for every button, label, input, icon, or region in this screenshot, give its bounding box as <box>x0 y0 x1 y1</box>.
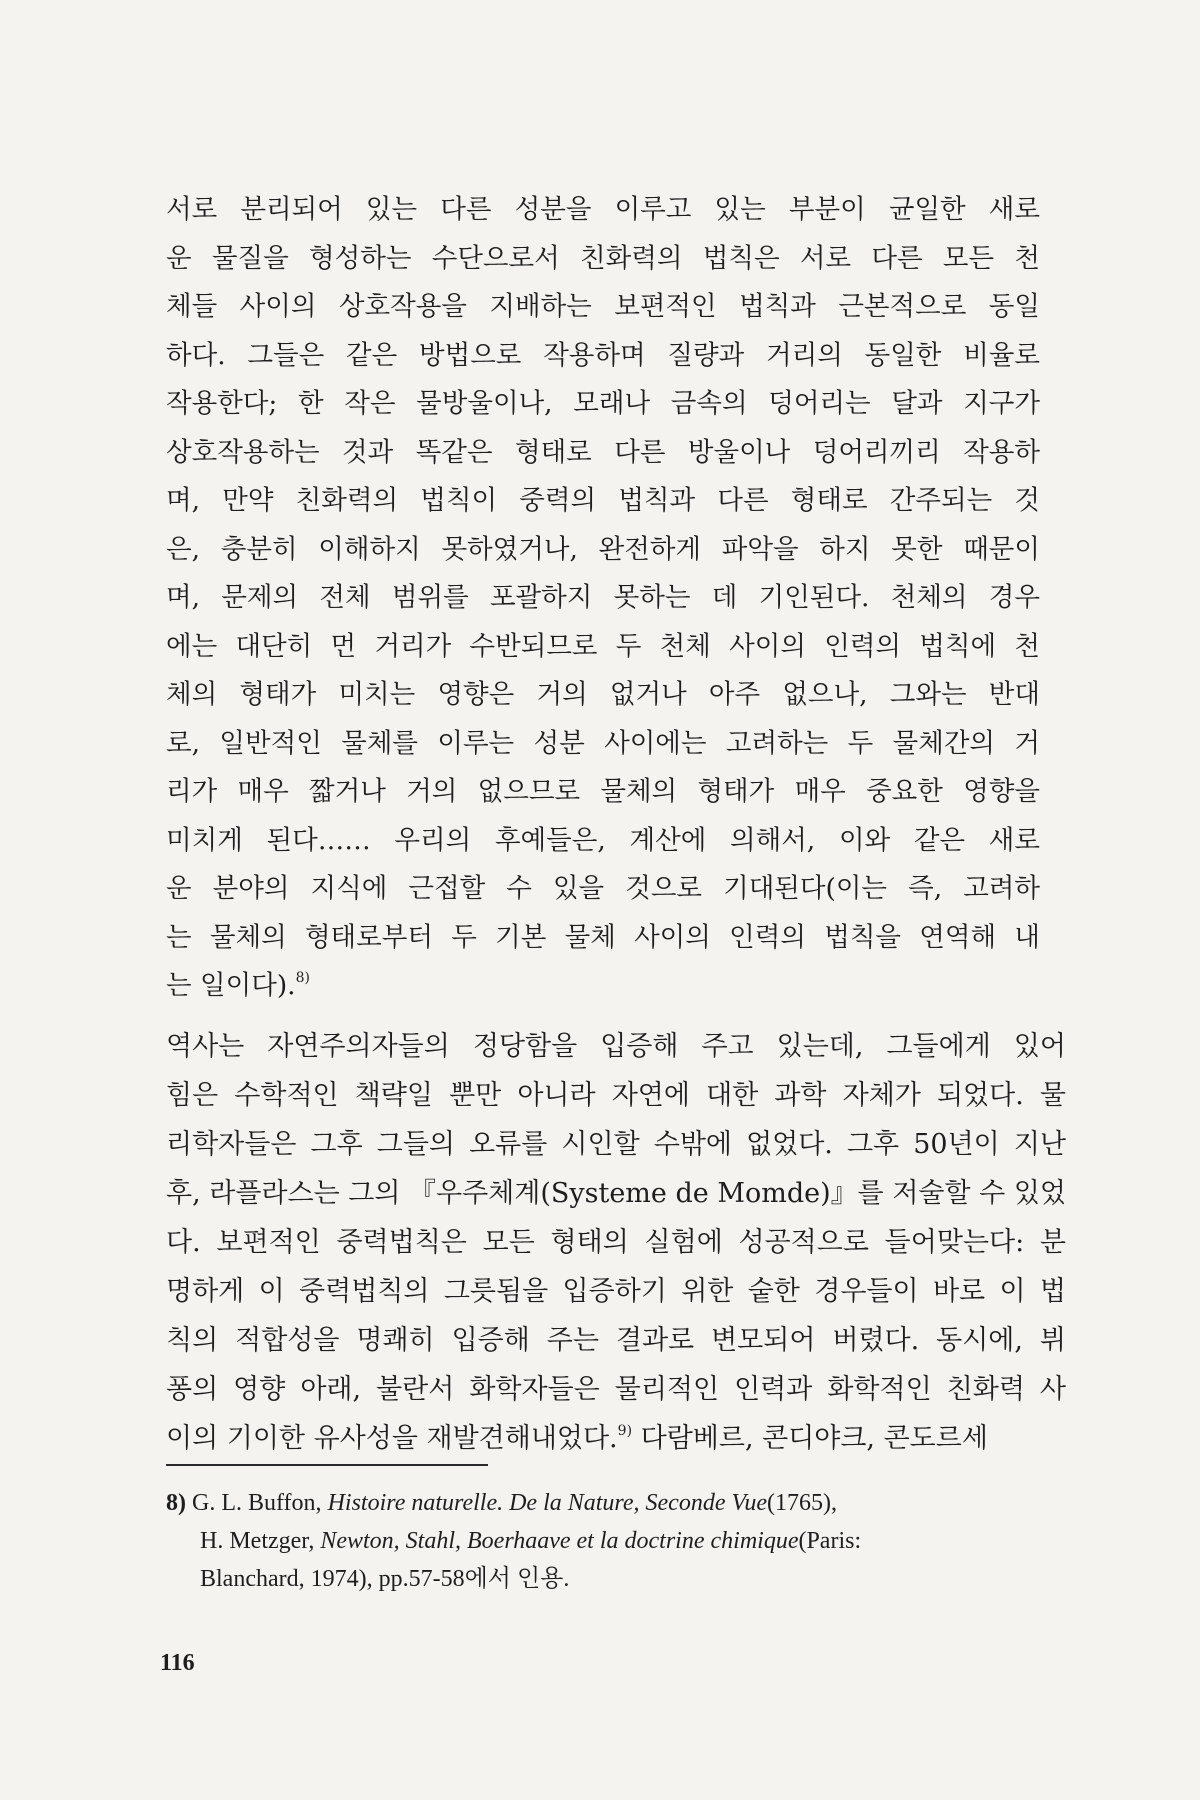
footnote-title: Newton, Stahl, Boerhaave et la doctrine chimique <box>320 1528 799 1554</box>
quote-last-line <box>166 962 1040 1011</box>
body-last-line <box>166 1414 1066 1463</box>
quote-line: 체들 사이의 상호작용을 지배하는 보편적인 법칙과 근본적으로 동일 <box>166 291 1040 322</box>
quote-line: 미치게 된다…… 우리의 후예들은, 계산에 의해서, 이와 같은 새로 <box>166 824 1040 856</box>
quote-line: 며, 만약 친화력의 법칙이 중력의 법칙과 다른 형태로 간주되는 것 <box>166 485 1040 516</box>
quote-line: 체의 형태가 미치는 영향은 거의 없거나 아주 없으나, 그와는 반대 <box>166 679 1040 710</box>
quote-line: 는 물체의 형태로부터 두 기본 물체 사이의 인력의 법칙을 연역해 내 <box>166 921 1040 953</box>
body-line: 리학자들은 그후 그들의 오류를 시인할 수밖에 없었다. 그후 50년이 지난 <box>166 1129 1066 1160</box>
footnote-line: Blanchard, 1974), pp.57-58에서 인용. <box>200 1566 570 1592</box>
page-number: 116 <box>160 1650 195 1676</box>
footnote-line <box>166 1484 1066 1522</box>
quote-line: 운 분야의 지식에 근접할 수 있을 것으로 기대된다(이는 즉, 고려하 <box>166 873 1040 904</box>
footnote-8 <box>166 1484 1066 1598</box>
body-line: 역사는 자연주의자들의 정당함을 입증해 주고 있는데, 그들에게 있어 <box>166 1031 1066 1062</box>
quote-line-text: 는 일이다). <box>166 970 296 1001</box>
quote-line: 로, 일반적인 물체를 이루는 성분 사이에는 고려하는 두 물체간의 거 <box>166 727 1040 759</box>
quote-line: 서로 분리되어 있는 다른 성분을 이루고 있는 부분이 균일한 새로 <box>166 194 1040 225</box>
footnote-divider <box>166 1464 488 1466</box>
body-paragraph <box>166 1022 1066 1463</box>
body-line-tail: 다람베르, 콘디야크, 콘도르세 <box>632 1423 988 1454</box>
footnote-publisher: (Paris: <box>798 1528 862 1554</box>
body-line: 퐁의 영향 아래, 불란서 화학자들은 물리적인 인력과 화학적인 친화력 사 <box>166 1374 1066 1405</box>
quote-line: 작용한다; 한 작은 물방울이나, 모래나 금속의 덩어리는 달과 지구가 <box>166 388 1040 419</box>
body-line: 힘은 수학적인 책략일 뿐만 아니라 자연에 대한 과학 자체가 되었다. 물 <box>166 1080 1066 1111</box>
footnote-author: H. Metzger, <box>200 1528 321 1554</box>
footnote-ref-9[interactable]: 9) <box>617 1423 633 1439</box>
quote-line: 며, 문제의 전체 범위를 포괄하지 못하는 데 기인된다. 천체의 경우 <box>166 582 1040 613</box>
footnote-author: G. L. Buffon, <box>192 1490 328 1516</box>
quote-line: 은, 충분히 이해하지 못하였거나, 완전하게 파악을 하지 못한 때문이 <box>166 533 1040 565</box>
body-line-text: 이의 기이한 유사성을 재발견해내었다. <box>166 1423 618 1454</box>
body-line: 명하게 이 중력법칙의 그릇됨을 입증하기 위한 숱한 경우들이 바로 이 법 <box>166 1276 1066 1307</box>
body-line: 후, 라플라스는 그의 『우주체계(Systeme de Momde)』를 저술할 수 있었 <box>166 1178 1066 1209</box>
footnote-title: Histoire naturelle. De la Nature, Seconde Vue <box>327 1490 768 1516</box>
footnote-ref-8[interactable]: 8) <box>295 970 310 986</box>
body-line: 칙의 적합성을 명쾌히 입증해 주는 결과로 변모되어 버렸다. 동시에, 뷔 <box>166 1325 1066 1356</box>
quote-line: 운 물질을 형성하는 수단으로서 친화력의 법칙은 서로 다른 모든 천 <box>166 242 1040 274</box>
quote-line: 리가 매우 짧거나 거의 없으므로 물체의 형태가 매우 중요한 영향을 <box>166 776 1040 807</box>
body-line: 다. 보편적인 중력법칙은 모든 형태의 실험에 성공적으로 들어맞는다: 분 <box>166 1227 1066 1258</box>
quote-line: 하다. 그들은 같은 방법으로 작용하며 질량과 거리의 동일한 비율로 <box>166 339 1040 371</box>
footnote-year: (1765), <box>767 1490 837 1516</box>
quote-line: 상호작용하는 것과 똑같은 형태로 다른 방울이나 덩어리끼리 작용하 <box>166 436 1040 468</box>
footnote-line <box>166 1522 1066 1560</box>
quote-line: 에는 대단히 먼 거리가 수반되므로 두 천체 사이의 인력의 법칙에 천 <box>166 630 1040 662</box>
block-quote <box>166 186 1040 1011</box>
footnote-number: 8) <box>166 1490 186 1516</box>
